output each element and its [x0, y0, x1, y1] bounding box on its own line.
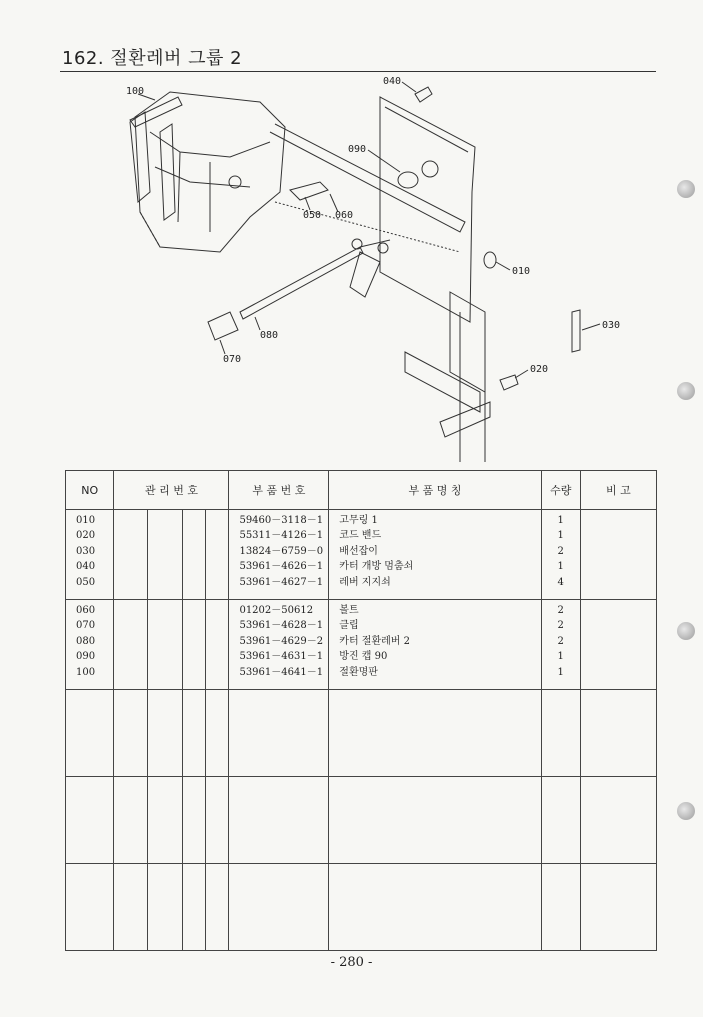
callout-100: 100 [126, 86, 145, 97]
binder-hole [677, 180, 695, 198]
binder-hole [677, 802, 695, 820]
header-part-name: 부 품 명 칭 [329, 471, 541, 510]
header-mgmt-no: 관 리 번 호 [114, 471, 229, 510]
table-header-row [66, 471, 657, 510]
qty-cell: 1 1 2 1 4 [541, 510, 580, 600]
binder-hole [677, 382, 695, 400]
header-remark: 비 고 [580, 471, 656, 510]
remark-cell [580, 600, 656, 690]
parts-diagram [60, 72, 660, 470]
table-row-group [66, 777, 657, 864]
no-cell: 060 070 080 090 100 [66, 600, 114, 690]
callout-040: 040 [383, 76, 402, 87]
qty-cell: 2 2 2 1 1 [541, 600, 580, 690]
callout-020: 020 [530, 364, 549, 375]
header-qty: 수량 [541, 471, 580, 510]
callout-030: 030 [602, 320, 621, 331]
callout-050: 050 [303, 210, 322, 221]
callout-010: 010 [512, 266, 531, 277]
table-row-group [66, 690, 657, 777]
parts-table [65, 470, 657, 951]
header-no: NO [66, 471, 114, 510]
no-cell: 010 020 030 040 050 [66, 510, 114, 600]
callout-090: 090 [348, 144, 367, 155]
part-no-cell: 01202－50612 53961－4628－1 53961－4629－2 53961－4631－1 53961－4641－1 [229, 600, 329, 690]
binder-hole [677, 622, 695, 640]
page-number: - 280 - [330, 955, 373, 970]
part-no-cell: 59460－3118－1 55311－4126－1 13824－6759－0 53961－4626－1 53961－4627－1 [229, 510, 329, 600]
table-row-group [66, 510, 657, 600]
remark-cell [580, 510, 656, 600]
part-name-cell: 볼트 클립 카터 절환레버 2 방진 캡 90 절환명판 [329, 600, 541, 690]
part-name-cell: 고무링 1 코드 밴드 배선잡이 카터 개방 멈춤쇠 레버 지지쇠 [329, 510, 541, 600]
page-title: 162. 절환레버 그룹 2 [62, 48, 243, 69]
header-part-no: 부 품 번 호 [229, 471, 329, 510]
callout-060: 060 [335, 210, 354, 221]
table-row-group [66, 864, 657, 951]
callout-080: 080 [260, 330, 279, 341]
callout-070: 070 [223, 354, 242, 365]
table-row-group [66, 600, 657, 690]
